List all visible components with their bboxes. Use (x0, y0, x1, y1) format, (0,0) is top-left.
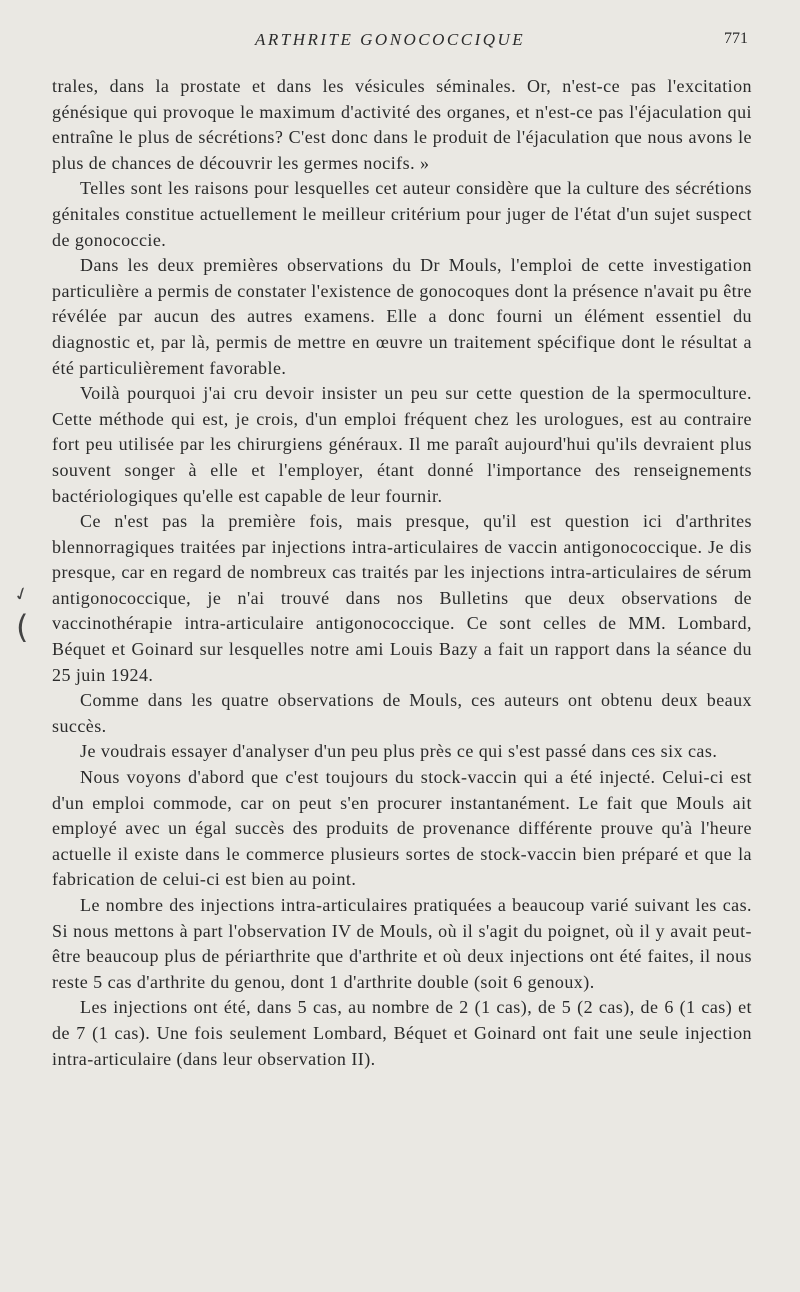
paragraph: trales, dans la prostate et dans les vésicules séminales. Or, n'est-ce pas l'excitation génésique qui provoque le maximum d'activité des organes, et n'est-ce pas l'éjaculation qui entraîne le plus de sécrétions? C'est donc dans le produit de l'éjaculation que nous avons le plus de chances de découvrir les germes nocifs. » (52, 76, 752, 173)
margin-tick-mark: ✓ (10, 582, 33, 607)
paragraph: Nous voyons d'abord que c'est toujours du stock-vaccin qui a été injecté. Celui-ci est d'un emploi commode, car on peut s'en procurer instantanément. Le fait que Mouls ait employé avec un égal succès des produits de provenance différente prouve qu'à l'heure actuelle il existe dans le commerce plusieurs sortes de stock-vaccin bien préparé et que la fabrication de celui-ci est bien au point. (52, 767, 752, 890)
paragraph: Les injections ont été, dans 5 cas, au nombre de 2 (1 cas), de 5 (2 cas), de 6 (1 cas) et de 7 (1 cas). Une fois seulement Lombard, Béquet et Goinard ont fait une seule injection intra-articulaire (dans leur observation II). (52, 997, 752, 1069)
running-title: ARTHRITE GONOCOCCIQUE (255, 30, 526, 49)
margin-bracket-mark: ( (16, 608, 29, 646)
body-text (52, 74, 752, 1072)
paragraph: Le nombre des injections intra-articulaires pratiquées a beaucoup varié suivant les cas. Si nous mettons à part l'observation IV de Mouls, où il s'agit du poignet, où il y avait peut-être beaucoup plus de périarthrite que d'arthrite et où deux injections ont été faites, il nous reste 5 cas d'arthrite du genou, dont 1 d'arthrite double (soit 6 genoux). (52, 895, 752, 992)
paragraph: Je voudrais essayer d'analyser d'un peu plus près ce qui s'est passé dans ces six cas. (80, 741, 718, 762)
paragraph: Dans les deux premières observations du Dr Mouls, l'emploi de cette investigation particulière a permis de constater l'existence de gonocoques dont la présence n'avait pu être révélée par aucun des autres examens. Elle a donc fourni un élément essentiel du diagnostic et, par là, permis de mettre en œuvre un traitement spécifique dont le résultat a été particulièrement favorable. (52, 255, 752, 378)
page-header (0, 30, 800, 54)
paragraph: Comme dans les quatre observations de Mouls, ces auteurs ont obtenu deux beaux succès. (52, 690, 752, 736)
paragraph: Ce n'est pas la première fois, mais presque, qu'il est question ici d'arthrites blennorragiques traitées par injections intra-articulaires de vaccin antigonococcique. Je dis presque, car en regard de nombreux cas traités par les injections intra-articulaires de sérum antigonococcique, je n'ai trouvé dans nos Bulletins que deux observations de vaccinothérapie intra-articulaire antigonococcique. Ce sont celles de MM. Lombard, Béquet et Goinard sur lesquelles notre ami Louis Bazy a fait un rapport dans la séance du 25 juin 1924. (52, 511, 752, 685)
paragraph: Voilà pourquoi j'ai cru devoir insister un peu sur cette question de la spermoculture. Cette méthode qui est, je crois, d'un emploi fréquent chez les urologues, est au contraire fort peu utilisée par les chirurgiens généraux. Il me paraît aujourd'hui qu'ils devraient plus souvent songer à elle et l'employer, étant donné l'importance des renseignements bactériologiques qu'elle est capable de leur fournir. (52, 383, 752, 506)
paragraph: Telles sont les raisons pour lesquelles cet auteur considère que la culture des sécrétions génitales constitue actuellement le meilleur critérium pour juger de l'état d'un sujet suspect de gonococcie. (52, 178, 752, 250)
page-number: 771 (724, 30, 748, 47)
